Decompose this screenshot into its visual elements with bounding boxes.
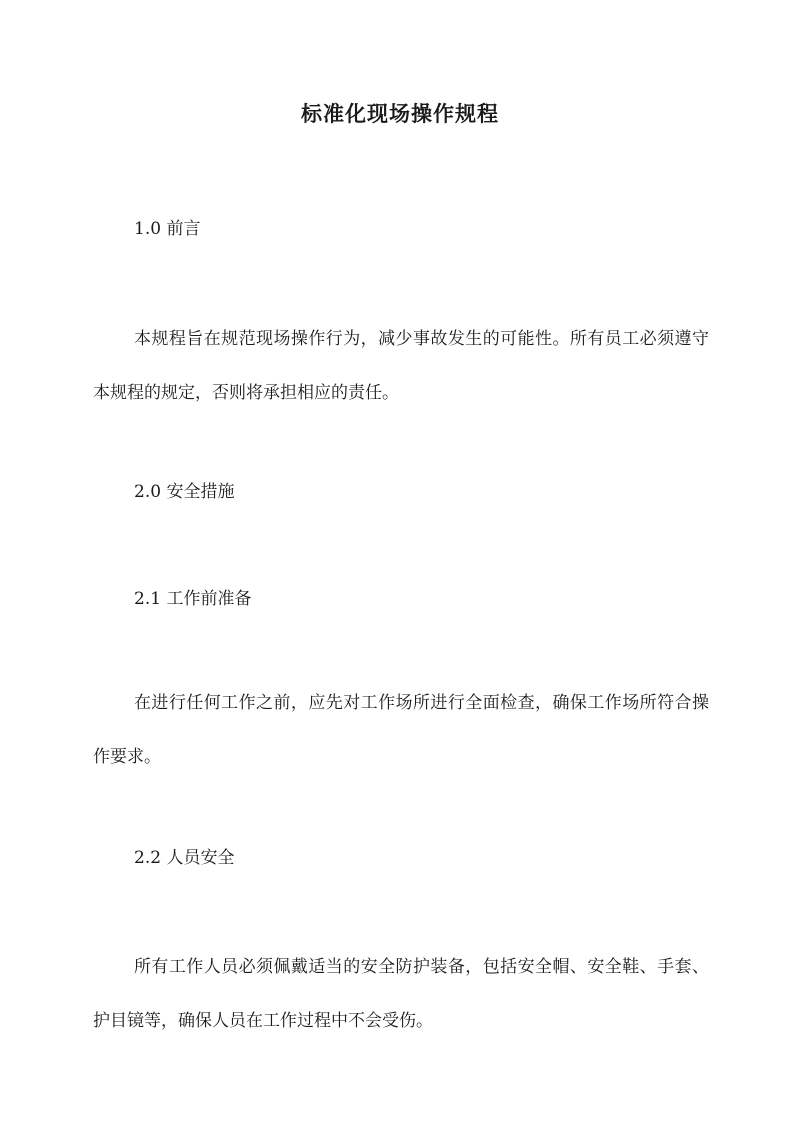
section-heading-pre-work-preparation: 2.1 工作前准备	[134, 589, 252, 609]
section-heading-personnel-safety: 2.2 人员安全	[134, 848, 235, 868]
section-heading-safety-measures: 2.0 安全措施	[134, 482, 235, 502]
section-paragraph-pre-work-preparation: 在进行任何工作之前，应先对工作场所进行全面检查，确保工作场所符合操作要求。	[93, 693, 709, 767]
document-title: 标准化现场操作规程	[301, 101, 499, 126]
section-paragraph-personnel-safety: 所有工作人员必须佩戴适当的安全防护装备，包括安全帽、安全鞋、手套、护目镜等，确保人员在工作过程中不会受伤。	[93, 957, 709, 1031]
section-paragraph-preface: 本规程旨在规范现场操作行为，减少事故发生的可能性。所有员工必须遵守本规程的规定，否则将承担相应的责任。	[93, 329, 709, 403]
section-heading-preface: 1.0 前言	[134, 219, 201, 239]
